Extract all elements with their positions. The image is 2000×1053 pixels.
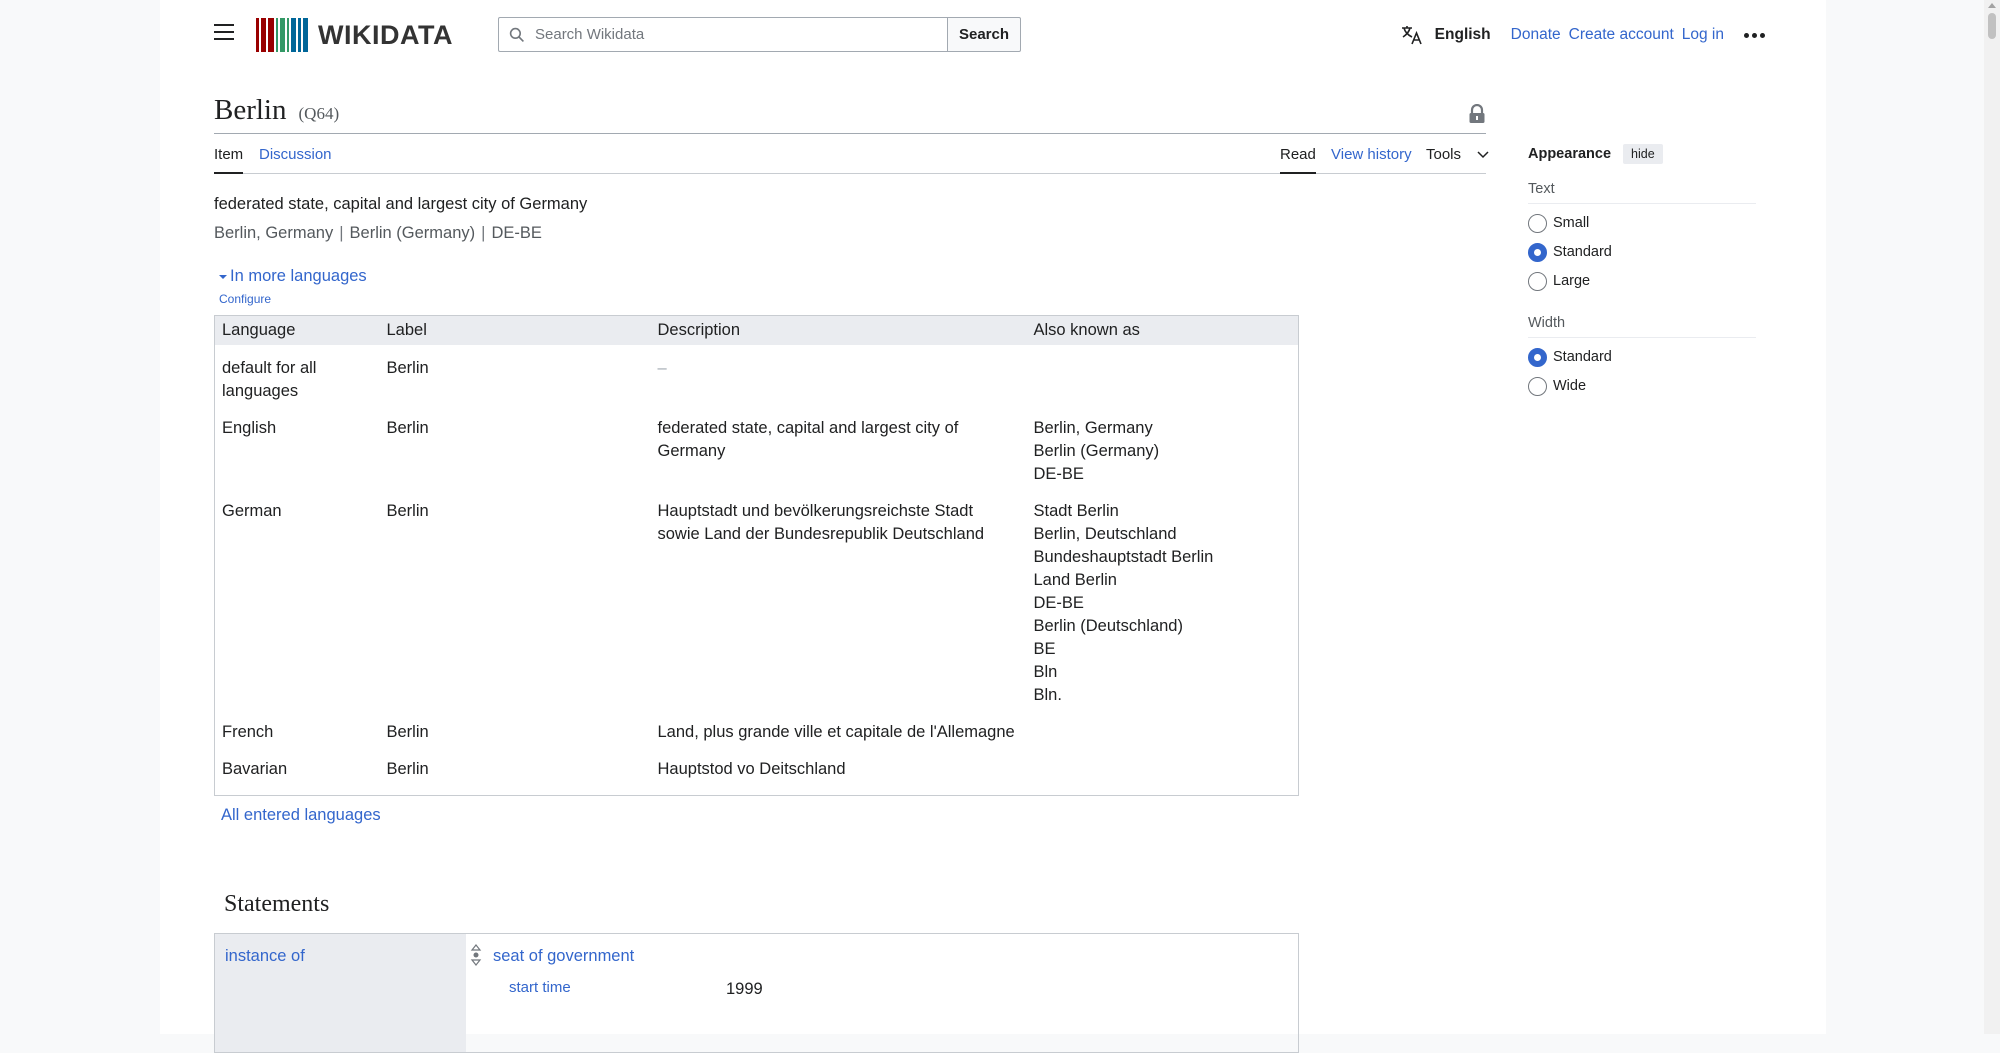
- language-cell: default for all languages: [222, 359, 317, 400]
- translate-icon: [1401, 25, 1423, 45]
- barcode-logo-mark: [256, 18, 310, 52]
- description-cell: –: [657, 359, 667, 377]
- table-row: [215, 713, 1299, 750]
- tab-discussion[interactable]: Discussion: [259, 146, 332, 163]
- statements-heading: Statements: [224, 891, 330, 917]
- lock-icon[interactable]: [1468, 104, 1486, 124]
- item-id: (Q64): [298, 104, 340, 123]
- rank-icon[interactable]: [470, 944, 482, 966]
- table-row: [215, 492, 1299, 713]
- wikidata-logo[interactable]: [256, 18, 453, 52]
- aliases-cell: [1027, 345, 1299, 409]
- option-label: Wide: [1553, 378, 1587, 394]
- search-button[interactable]: Search: [947, 17, 1021, 52]
- aliases-cell: [1027, 750, 1299, 796]
- all-entered-languages-link[interactable]: All entered languages: [221, 806, 381, 824]
- label-cell: Berlin: [386, 419, 429, 437]
- option-label: Large: [1553, 273, 1591, 289]
- text-size-section-label: Text: [1528, 181, 1756, 204]
- language-cell: German: [222, 502, 282, 520]
- main-content: [214, 90, 1486, 1053]
- alias: Berlin, Germany: [1033, 419, 1153, 437]
- property-link[interactable]: instance of: [225, 947, 305, 965]
- option-label: Standard: [1553, 349, 1612, 365]
- title-row: [214, 90, 1486, 134]
- search-box: [498, 17, 947, 52]
- search-icon: [509, 27, 525, 43]
- column-header: Language: [215, 316, 380, 346]
- label-cell: Berlin: [386, 502, 429, 520]
- search-form: [498, 17, 1021, 52]
- appearance-title: Appearance: [1528, 146, 1612, 162]
- appearance-panel: [1528, 141, 1756, 396]
- aliases-cell: [1027, 409, 1299, 492]
- text-size-large-option[interactable]: [1528, 271, 1756, 291]
- tools-label: Tools: [1426, 146, 1462, 163]
- alias: Bln: [1033, 663, 1058, 681]
- alias: Land Berlin: [1033, 571, 1117, 589]
- alias: Stadt Berlin: [1033, 502, 1119, 520]
- column-header: Label: [380, 316, 651, 346]
- description-cell: Land, plus grande ville et capitale de l'Allemagne: [657, 723, 1015, 741]
- page-scrollbar[interactable]: [1984, 0, 2000, 1034]
- column-header: Also known as: [1027, 316, 1299, 346]
- login-link[interactable]: Log in: [1681, 26, 1724, 43]
- radio-button[interactable]: [1528, 272, 1547, 291]
- donate-link[interactable]: Donate: [1510, 26, 1561, 43]
- item-description: federated state, capital and largest city of Germany: [214, 195, 588, 213]
- page-title: [214, 94, 339, 127]
- logo-wordmark: WIKIDATA: [318, 20, 453, 50]
- hide-appearance-button[interactable]: hide: [1623, 144, 1663, 164]
- alias: Berlin, Germany: [214, 224, 334, 242]
- language-cell: French: [222, 723, 274, 741]
- search-input[interactable]: [533, 25, 947, 44]
- alias: DE-BE: [1033, 594, 1084, 612]
- property-cell: [215, 934, 466, 1052]
- alias: Berlin (Germany): [1033, 442, 1160, 460]
- label-cell: Berlin: [386, 359, 429, 377]
- radio-button-selected[interactable]: [1528, 348, 1547, 367]
- alias: DE-BE: [1033, 465, 1084, 483]
- more-icon[interactable]: [1744, 33, 1768, 38]
- table-row: [215, 345, 1299, 409]
- radio-button[interactable]: [1528, 214, 1547, 233]
- alias: Bundeshauptstadt Berlin: [1033, 548, 1214, 566]
- create-account-link[interactable]: Create account: [1568, 26, 1674, 43]
- language-cell: English: [222, 419, 277, 437]
- option-label: Standard: [1553, 244, 1612, 260]
- statement-group: [214, 933, 1299, 1053]
- width-standard-option[interactable]: [1528, 347, 1756, 367]
- text-size-small-option[interactable]: [1528, 213, 1756, 233]
- in-more-languages-toggle[interactable]: [214, 267, 1486, 286]
- tab-view-history[interactable]: View history: [1331, 146, 1412, 163]
- table-row: [215, 409, 1299, 492]
- aliases-cell: [1027, 713, 1299, 750]
- tab-read[interactable]: Read: [1280, 146, 1316, 174]
- statement-value-link[interactable]: seat of government: [493, 947, 635, 965]
- column-header: Description: [651, 316, 1027, 346]
- alias: Bln.: [1033, 686, 1062, 704]
- radio-button-selected[interactable]: [1528, 243, 1547, 262]
- item-aliases: Berlin, Germany | Berlin (Germany) | DE-BE: [214, 224, 542, 242]
- item-label: Berlin: [214, 94, 287, 126]
- scroll-thumb[interactable]: [1988, 13, 1996, 39]
- appearance-header: [1528, 141, 1756, 167]
- qualifier-value: 1999: [726, 980, 763, 998]
- table-row: [215, 750, 1299, 796]
- description-cell: Hauptstod vo Deitschland: [657, 760, 846, 778]
- language-switcher[interactable]: [1401, 25, 1491, 45]
- label-cell: Berlin: [386, 760, 429, 778]
- radio-button[interactable]: [1528, 377, 1547, 396]
- alias: Berlin (Germany): [349, 224, 476, 242]
- page-container: [160, 0, 1826, 1034]
- description-cell: Hauptstadt und bevölkerungsreichste Stadt sowie Land der Bundesrepublik Deutschland: [657, 502, 985, 543]
- configure-link[interactable]: Configure: [219, 292, 272, 306]
- tab-item[interactable]: Item: [214, 146, 243, 174]
- language-label: English: [1434, 26, 1491, 43]
- description-cell: federated state, capital and largest city of Germany: [657, 419, 959, 460]
- menu-icon[interactable]: [214, 24, 234, 42]
- option-label: Small: [1553, 215, 1590, 231]
- alias: Berlin (Deutschland): [1033, 617, 1183, 635]
- chevron-down-icon: [1477, 151, 1489, 159]
- alias: DE-BE: [491, 224, 542, 242]
- qualifier-property-link[interactable]: start time: [509, 979, 571, 996]
- width-section-label: Width: [1528, 315, 1756, 338]
- in-more-languages-link[interactable]: In more languages: [230, 267, 367, 285]
- page-tabs: [214, 134, 1486, 174]
- site-header: [160, 0, 1826, 70]
- table-header-row: [215, 316, 1299, 346]
- text-size-standard-option[interactable]: [1528, 242, 1756, 262]
- tools-menu[interactable]: [1426, 146, 1489, 172]
- language-cell: Bavarian: [222, 760, 288, 778]
- alias: BE: [1033, 640, 1056, 658]
- header-tools: [1401, 20, 1768, 50]
- alias: Berlin, Deutschland: [1033, 525, 1177, 543]
- aliases-cell: [1027, 492, 1299, 713]
- width-wide-option[interactable]: [1528, 376, 1756, 396]
- caret-down-icon: [218, 273, 228, 281]
- terms-table: [214, 315, 1299, 796]
- label-cell: Berlin: [386, 723, 429, 741]
- scroll-up-arrow[interactable]: [1988, 3, 1996, 8]
